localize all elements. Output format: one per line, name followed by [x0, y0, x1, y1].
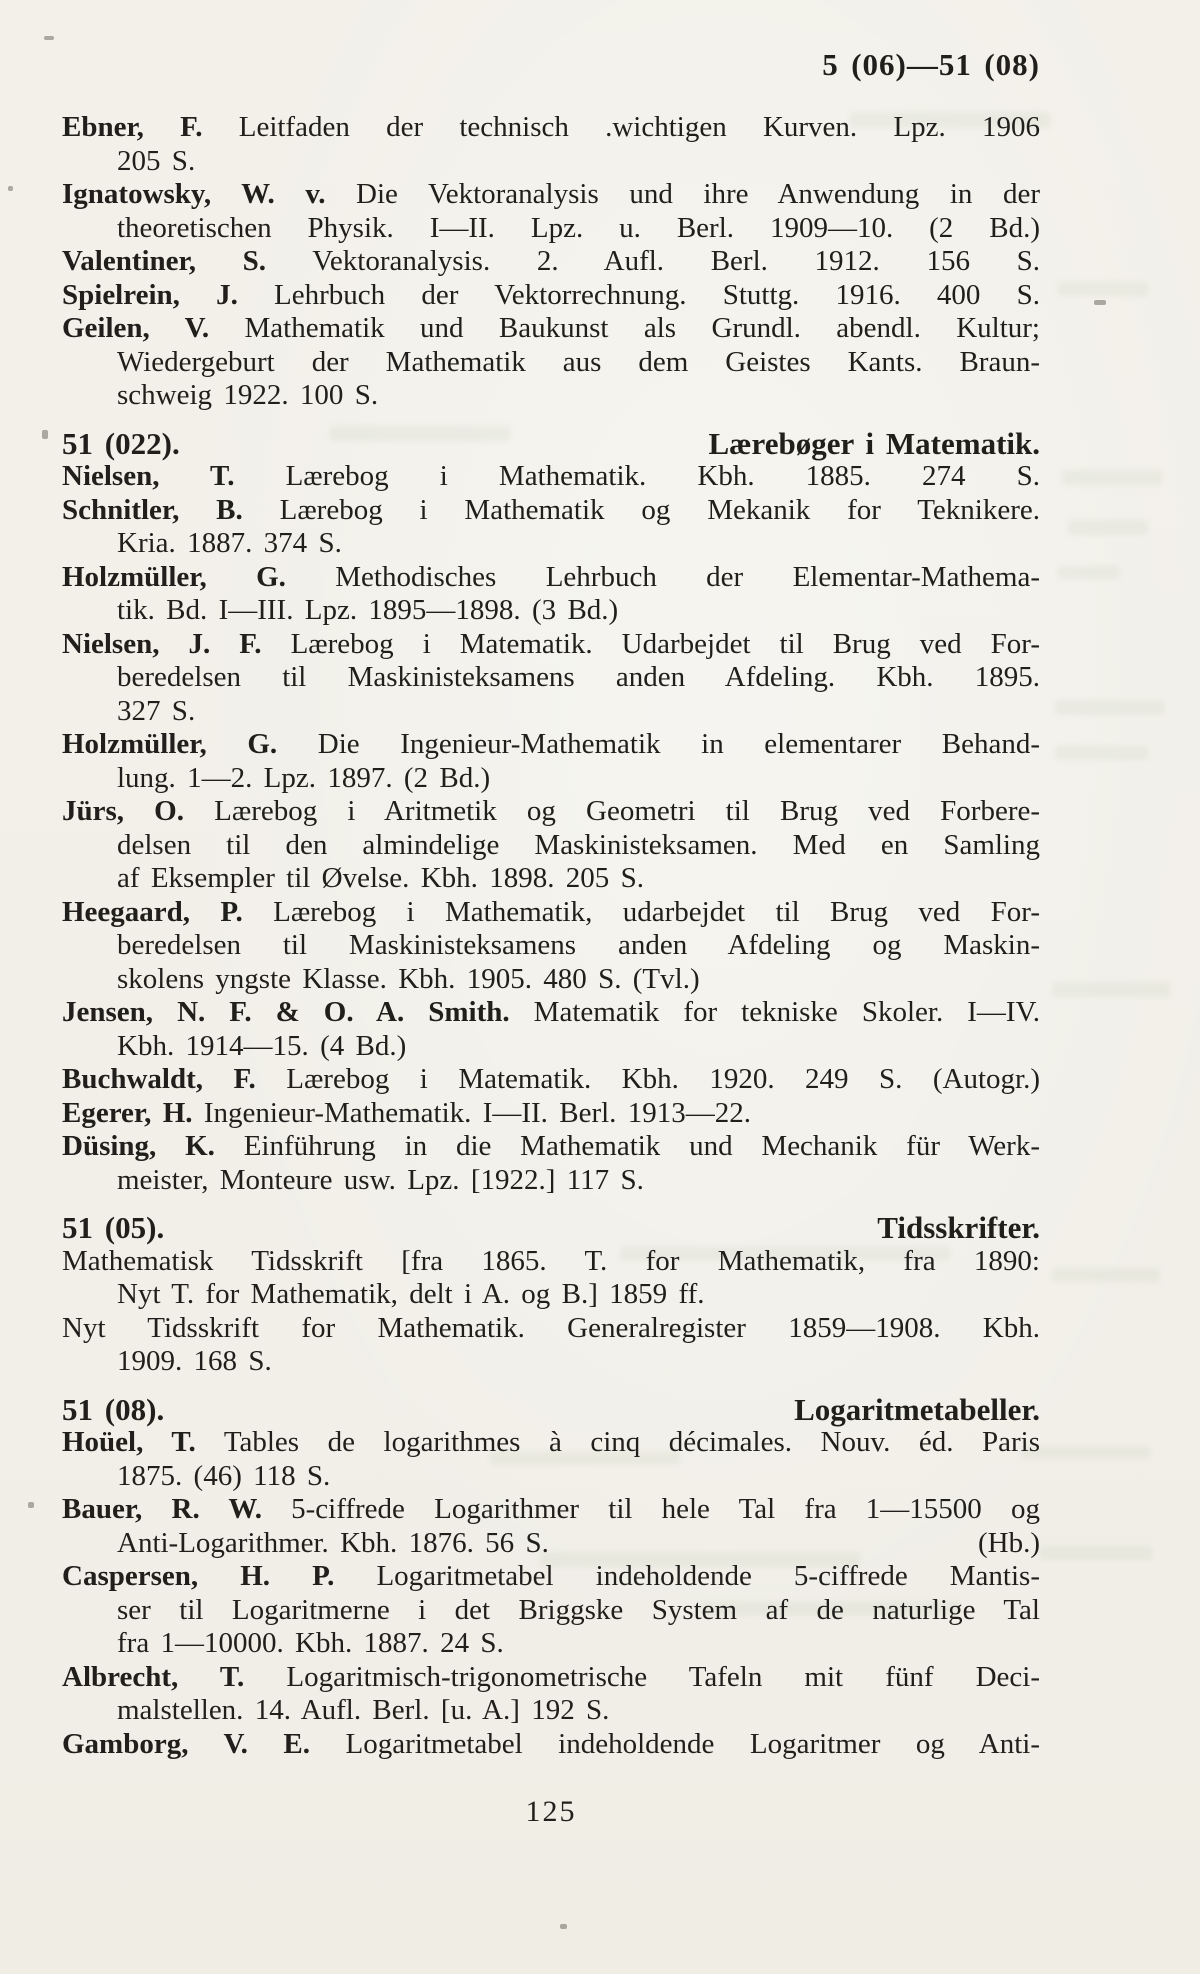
entry-line: lung. 1—2. Lpz. 1897. (2 Bd.) — [117, 761, 491, 794]
entry-line: Jensen, N. F. & O. A. Smith. Matematik for tekniske Skoler. I—IV. — [62, 996, 1040, 1028]
entry-line: Heegaard, P. Lærebog i Mathematik, udarbejdet til Brug ved For- — [62, 895, 1041, 928]
entry-line: delsen til den almindelige Maskinisteksamen. Med en Samling — [117, 828, 1040, 861]
bleed-through-smudge — [1022, 1446, 1150, 1459]
scan-speck — [560, 1924, 567, 1929]
bleed-through-smudge — [1040, 1546, 1152, 1560]
running-head: 5 (06)—51 (08) — [822, 47, 1040, 82]
author-name: Valentiner, S. — [62, 245, 267, 277]
author-name: Albrecht, T. — [62, 1660, 245, 1693]
author-name: Gamborg, V. E. — [62, 1727, 311, 1760]
entry-line: Wiedergeburt der Mathematik aus dem Geistes Kants. Braun- — [117, 345, 1040, 378]
author-name: Bauer, R. W. — [62, 1493, 262, 1525]
entry-line: Mathematisk Tidsskrift [fra 1865. T. for Mathematik, fra 1890: — [62, 1244, 1040, 1277]
entry-line: Caspersen, H. P. Logaritmetabel indeholdende 5-ciffrede Mantis- — [62, 1560, 1040, 1592]
author-name: Hoüel, T. — [62, 1426, 196, 1458]
entry-line: Hoüel, T. Tables de logarithmes à cinq décimales. Nouv. éd. Paris — [62, 1426, 1040, 1458]
author-name: Nielsen, J. F. — [62, 627, 262, 660]
section-number: 51 (022). — [62, 425, 180, 461]
entry-line: Nielsen, T. Lærebog i Mathematik. Kbh. 1885. 274 S. — [62, 460, 1040, 492]
entry-line: Düsing, K. Einführung in die Mathematik und Mechanik für Werk- — [62, 1130, 1040, 1162]
entry-line: Albrecht, T. Logaritmisch-trigonometrische Tafeln mit fünf Deci- — [62, 1660, 1040, 1693]
entry-line: skolens yngste Klasse. Kbh. 1905. 480 S. (Tvl.) — [117, 962, 700, 995]
entry-line: Nyt T. for Mathematik, delt i A. og B.] 1859 ff. — [117, 1278, 705, 1310]
bleed-through-smudge — [1055, 700, 1165, 715]
section-number: 51 (05). — [62, 1210, 165, 1245]
author-name: Ebner, F. — [62, 111, 203, 143]
scan-speck — [1094, 300, 1106, 305]
entry-line: ser til Logaritmerne i det Briggske System af de naturlige Tal — [117, 1593, 1040, 1626]
author-name: Jensen, N. F. & O. A. Smith. — [62, 996, 510, 1028]
bibliography-list — [62, 111, 1040, 1761]
section-heading — [62, 1211, 1040, 1245]
entry-line: meister, Monteure usw. Lpz. [1922.] 117 S. — [117, 1163, 644, 1196]
entry-line: beredelsen til Maskinisteksamens anden Afdeling og Maskin- — [117, 929, 1040, 961]
author-name: Nielsen, T. — [62, 460, 235, 492]
entry-line: Gamborg, V. E. Logaritmetabel indeholdende Logaritmer og Anti- — [62, 1727, 1041, 1760]
section-heading — [62, 427, 1040, 461]
text-column — [62, 48, 1040, 1829]
entry-line: Bauer, R. W. 5-ciffrede Logarithmer til hele Tal fra 1—15500 og — [62, 1493, 1040, 1525]
entry-line: schweig 1922. 100 S. — [117, 379, 379, 411]
bleed-through-smudge — [1062, 470, 1162, 485]
entry-line: 327 S. — [117, 694, 196, 727]
author-name: Holzmüller, G. — [62, 560, 286, 593]
entry-line: Holzmüller, G. Die Ingenieur-Mathematik in elementarer Behand- — [62, 728, 1040, 760]
entry-line — [62, 1527, 1040, 1561]
entry-line: 1875. (46) 118 S. — [117, 1459, 331, 1492]
author-name: Spielrein, J. — [62, 278, 238, 311]
entry-line: beredelsen til Maskinisteksamens anden Afdeling. Kbh. 1895. — [117, 661, 1040, 693]
entry-line: af Eksempler til Øvelse. Kbh. 1898. 205 S. — [117, 862, 644, 894]
entry-line: Buchwaldt, F. Lærebog i Matematik. Kbh. 1920. 249 S. (Autogr.) — [62, 1063, 1040, 1095]
entry-line: Spielrein, J. Lehrbuch der Vektorrechnung. Stuttg. 1916. 400 S. — [62, 278, 1040, 311]
entry-line: 1909. 168 S. — [117, 1345, 272, 1377]
entry-line: tik. Bd. I—III. Lpz. 1895—1898. (3 Bd.) — [117, 594, 619, 626]
author-name: Jürs, O. — [62, 795, 184, 827]
entry-text: Anti-Logarithmer. Kbh. 1876. 56 S. — [117, 1526, 549, 1559]
scan-speck — [28, 1502, 34, 1508]
bleed-through-smudge — [1058, 282, 1148, 296]
author-name: Buchwaldt, F. — [62, 1063, 256, 1095]
bleed-through-smudge — [1058, 566, 1120, 579]
entry-line: Ebner, F. Leitfaden der technisch .wichtigen Kurven. Lpz. 1906 — [62, 111, 1040, 143]
author-name: Caspersen, H. P. — [62, 1560, 335, 1592]
author-name: Heegaard, P. — [62, 895, 243, 928]
bleed-through-smudge — [1068, 520, 1148, 535]
entry-line: Kbh. 1914—15. (4 Bd.) — [117, 1029, 407, 1062]
author-name: Schnitler, B. — [62, 493, 243, 526]
bleed-through-smudge — [1052, 1268, 1160, 1282]
entry-line: malstellen. 14. Aufl. Berl. [u. A.] 192 S. — [117, 1694, 610, 1726]
entry-line: Valentiner, S. Vektoranalysis. 2. Aufl. Berl. 1912. 156 S. — [62, 245, 1040, 277]
author-name: Egerer, H. — [62, 1096, 193, 1129]
section-heading — [62, 1393, 1040, 1427]
scan-speck — [8, 186, 13, 191]
section-title: Logaritmetabeller. — [794, 1391, 1040, 1427]
author-name: Ignatowsky, W. v. — [62, 178, 326, 210]
page-number: 125 — [525, 1795, 577, 1828]
entry-line: Kria. 1887. 374 S. — [117, 527, 342, 559]
entry-line: Egerer, H. Ingenieur-Mathematik. I—II. Berl. 1913—22. — [62, 1096, 751, 1129]
entry-line: 205 S. — [117, 144, 196, 177]
section-number: 51 (08). — [62, 1391, 165, 1427]
scan-speck — [44, 36, 54, 40]
entry-line: Nyt Tidsskrift for Mathematik. Generalregister 1859—1908. Kbh. — [62, 1311, 1040, 1344]
entry-line: Nielsen, J. F. Lærebog i Matematik. Udarbejdet til Brug ved For- — [62, 627, 1040, 660]
section-title: Lærebøger i Matematik. — [708, 425, 1040, 461]
bleed-through-smudge — [1055, 746, 1149, 760]
entry-line: Schnitler, B. Lærebog i Mathematik og Mekanik for Teknikere. — [62, 493, 1040, 526]
author-name: Holzmüller, G. — [62, 728, 278, 760]
right-note: (Hb.) — [977, 1526, 1040, 1559]
entry-line: Ignatowsky, W. v. Die Vektoranalysis und ihre Anwendung in der — [62, 178, 1040, 210]
author-name: Düsing, K. — [62, 1130, 215, 1162]
entry-line: Holzmüller, G. Methodisches Lehrbuch der Elementar-Mathema- — [62, 560, 1040, 593]
scan-speck — [42, 430, 48, 439]
author-name: Geilen, V. — [62, 312, 210, 344]
section-title: Tidsskrifter. — [877, 1210, 1040, 1245]
entry-line: Jürs, O. Lærebog i Aritmetik og Geometri til Brug ved Forbere- — [62, 795, 1041, 827]
bleed-through-smudge — [1052, 982, 1170, 997]
entry-line: fra 1—10000. Kbh. 1887. 24 S. — [117, 1627, 504, 1659]
entry-line: theoretischen Physik. I—II. Lpz. u. Berl. 1909—10. (2 Bd.) — [117, 211, 1040, 244]
entry-line: Geilen, V. Mathematik und Baukunst als Grundl. abendl. Kultur; — [62, 312, 1040, 344]
